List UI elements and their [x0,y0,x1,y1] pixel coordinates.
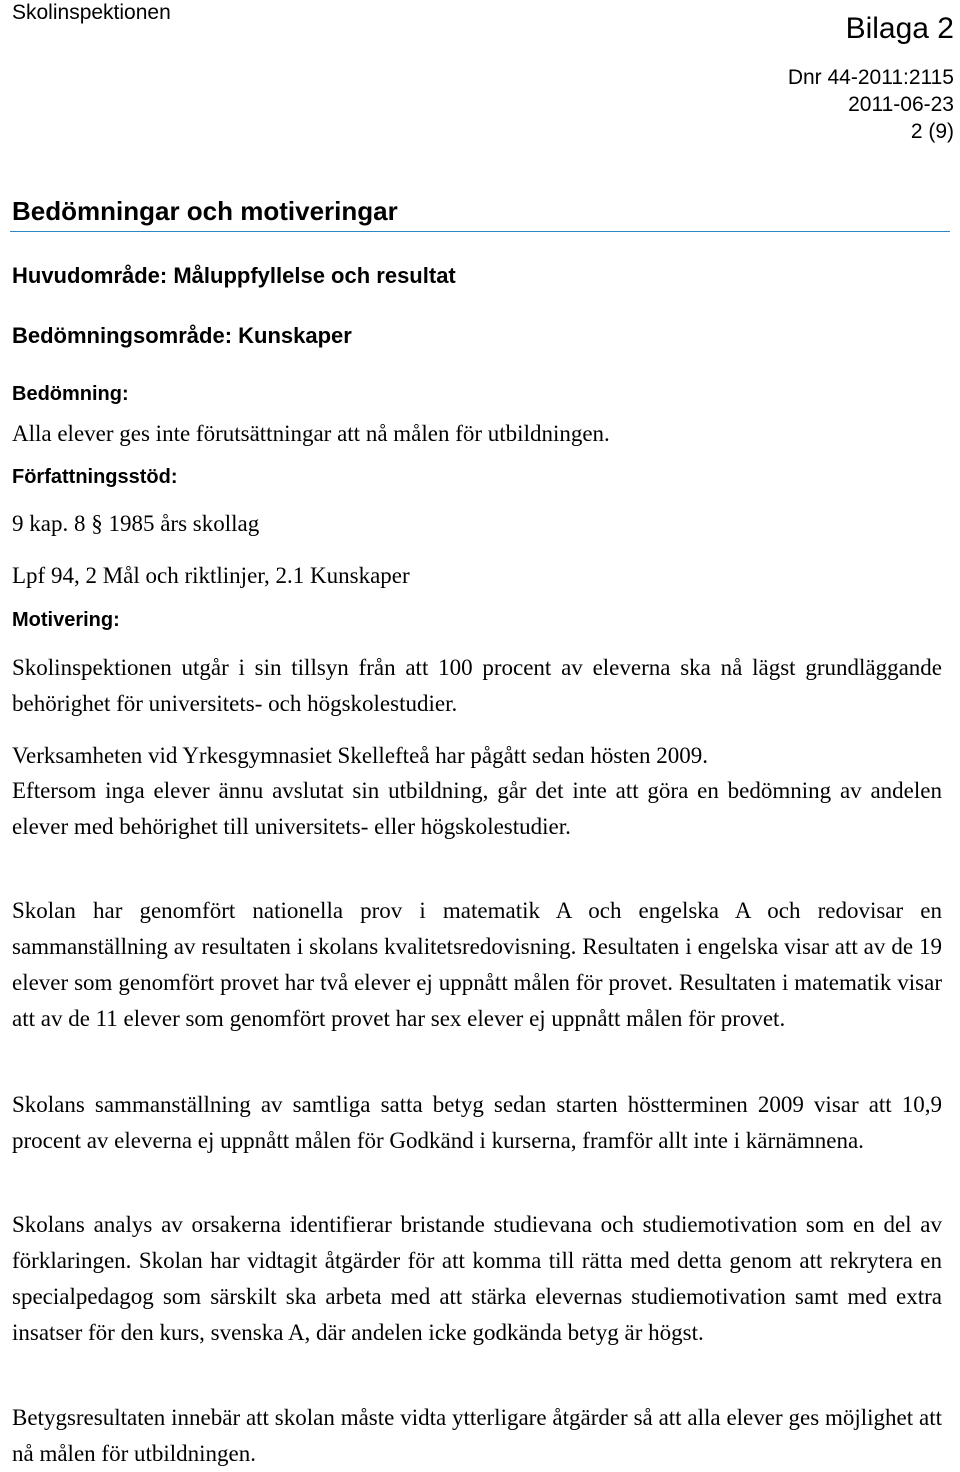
heading-divider [10,231,950,232]
organization-name: Skolinspektionen [12,1,171,24]
assessment-text: Alla elever ges inte förutsättningar att nå målen för utbildningen. [12,421,610,446]
paragraph: Verksamheten vid Yrkesgymnasiet Skellefteå har pågått sedan hösten 2009. [12,743,708,768]
paragraph: Skolinspektionen utgår i sin tillsyn från att 100 procent av eleverna ska nå lägst grundläggande behörighet för universitets- och högskolestudier. [12,655,942,716]
legal-ref-2: Lpf 94, 2 Mål och riktlinjer, 2.1 Kunskaper [12,563,410,588]
paragraph: Skolans sammanställning av samtliga satta betyg sedan starten höstterminen 2009 visar att 10,9 procent av eleverna ej uppnått målen för Godkänd i kurserna, framför allt inte i kärnämnena. [12,1092,942,1153]
assessment-area-heading: Bedömningsområde: Kunskaper [12,323,352,348]
registration-number: Dnr 44-2011:2115 [787,66,954,89]
attachment-label: Bilaga 2 [845,12,954,45]
page-title: Bedömningar och motiveringar [12,196,398,226]
paragraph: Skolan har genomfört nationella prov i matematik A och engelska A och redovisar en sammanställning av resultaten i skolans kvalitetsredovisning. Resultaten i engelska visar att av de 19 elever som genomfört provet har två elever ej uppnått målen för provet. Resultaten i matematik visar att av de 11 elever som genomfört provet har sex elever ej uppnått målen för provet. [12,898,942,1031]
document-date: 2011-06-23 [848,93,954,116]
assessment-label: Bedömning: [12,383,129,405]
page-number: 2 (9) [910,120,954,143]
main-area-heading: Huvudområde: Måluppfyllelse och resultat [12,263,456,288]
paragraph: Betygsresultaten innebär att skolan måste vidta ytterligare åtgärder så att alla elever ges möjlighet att nå målen för utbildningen. [12,1405,942,1466]
legal-ref-1: 9 kap. 8 § 1985 års skollag [12,511,260,536]
paragraph: Eftersom inga elever ännu avslutat sin utbildning, går det inte att göra en bedömning av andelen elever med behörighet till universitets- eller högskolestudier. [12,778,942,839]
legal-support-label: Författningsstöd: [12,466,178,488]
document-meta [788,64,954,145]
paragraph: Skolans analys av orsakerna identifierar bristande studievana och studiemotivation som en del av förklaringen. Skolan har vidtagit åtgärder för att komma till rätta med detta genom att rekrytera en specialpedagog som särskilt ska arbeta med att stärka elevernas studiemotivation samt med extra insatser för den kurs, svenska A, där andelen icke godkända betyg är högst. [12,1212,942,1345]
motivation-label: Motivering: [12,609,120,631]
